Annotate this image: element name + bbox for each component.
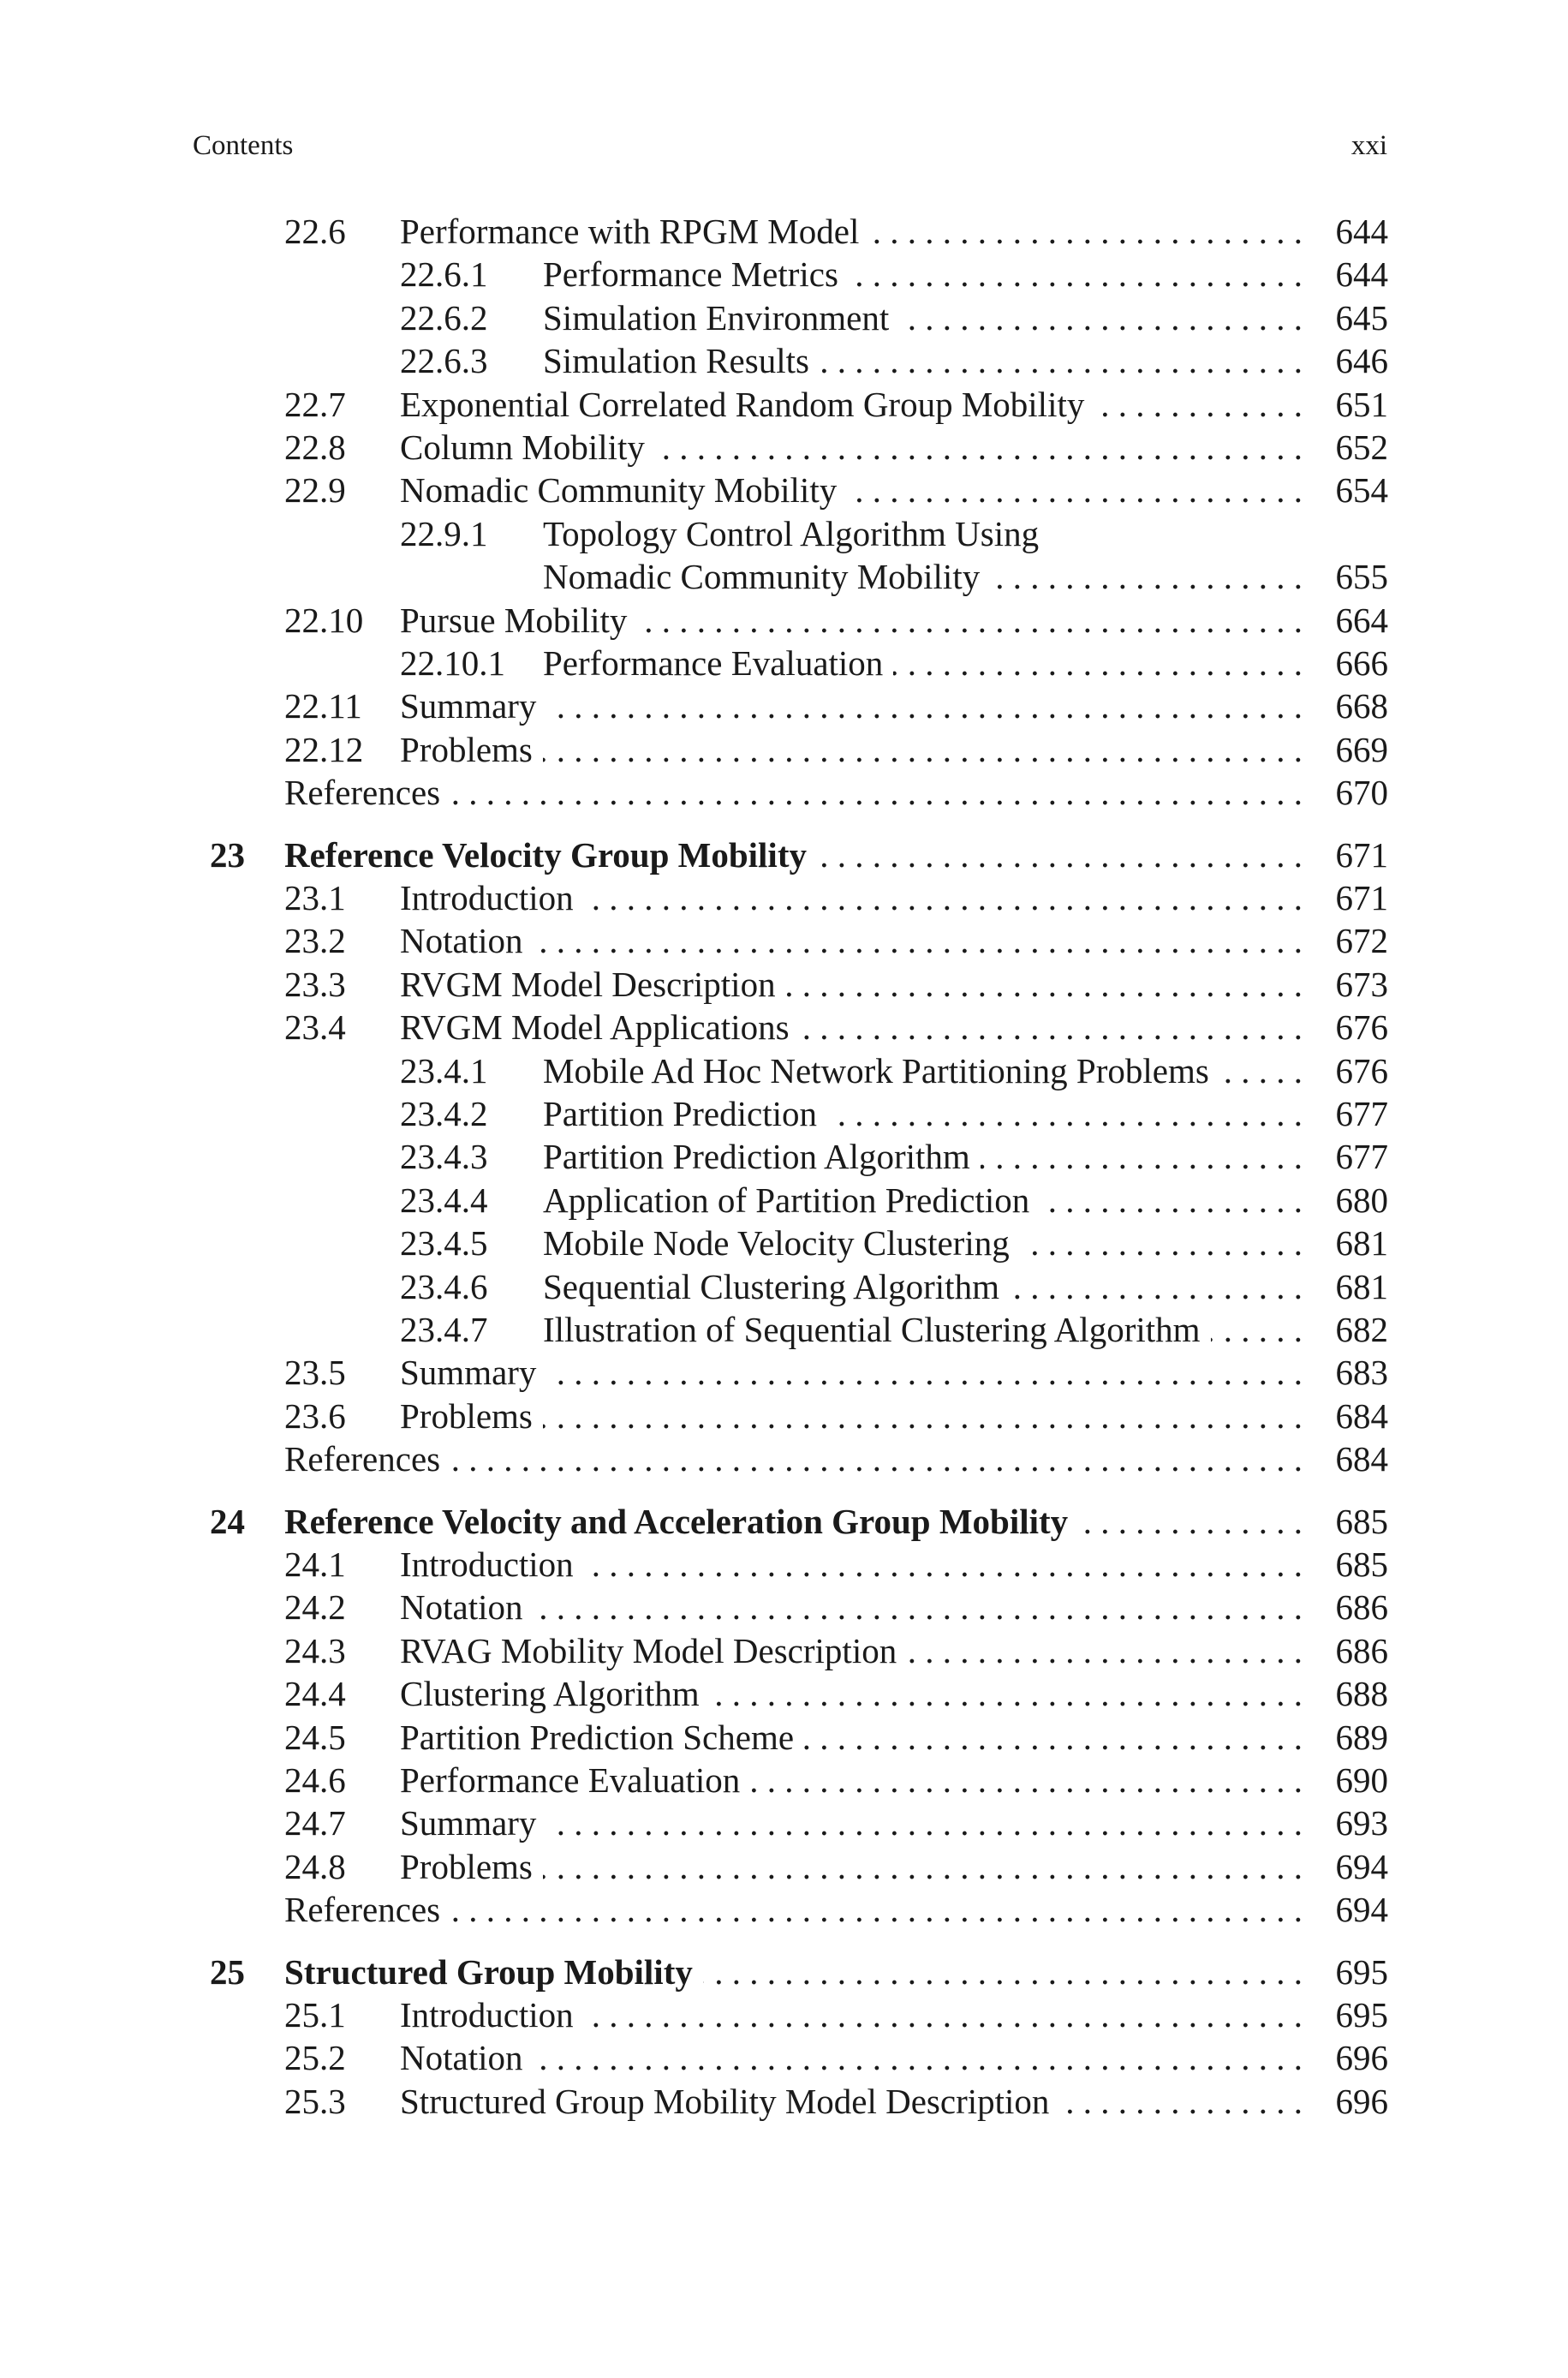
toc-entry-text — [400, 1351, 1303, 1394]
toc-entry[interactable] — [0, 1716, 1568, 1759]
toc-entry-title: Simulation Environment — [543, 298, 890, 338]
dot-leader — [1211, 1308, 1303, 1351]
toc-entry-text — [284, 1888, 1303, 1931]
toc-entry-title: Exponential Correlated Random Group Mobility — [400, 385, 1085, 424]
toc-entry-number: 25.1 — [284, 1995, 346, 2034]
toc-entry-page: 684 — [1335, 1439, 1388, 1479]
toc-entry-page: 646 — [1335, 341, 1388, 380]
toc-entry-text — [400, 469, 1303, 511]
toc-entry-text — [284, 833, 1303, 876]
toc-entry-page: 670 — [1335, 773, 1388, 812]
toc-entry-text — [400, 876, 1303, 919]
dot-leader — [990, 555, 1303, 598]
toc-entry[interactable] — [0, 1759, 1568, 1801]
toc-entry-number: 23.4.4 — [400, 1180, 488, 1220]
dot-leader — [543, 728, 1303, 771]
toc-entry-page: 695 — [1335, 1952, 1388, 1992]
toc-entry-number: 22.11 — [284, 686, 362, 726]
toc-entry-title: RVAG Mobility Model Description — [400, 1631, 897, 1670]
toc-entry-text — [400, 1006, 1303, 1049]
toc-entry-title: Reference Velocity and Acceleration Group Mobility — [284, 1502, 1069, 1541]
toc-entry-title: Performance Evaluation — [400, 1760, 741, 1800]
toc-entry-page: 694 — [1335, 1847, 1388, 1886]
dot-leader — [1078, 1500, 1303, 1543]
toc-entry-text — [400, 426, 1303, 469]
toc-entry[interactable] — [0, 383, 1568, 426]
toc-entry-title: Notation — [400, 921, 523, 960]
dot-leader — [450, 1437, 1303, 1480]
toc-entry-page: 655 — [1335, 557, 1388, 596]
toc-entry-text — [400, 1586, 1303, 1628]
toc-entry-text — [400, 2080, 1303, 2123]
toc-entry-page: 668 — [1335, 686, 1388, 726]
toc-entry-page: 680 — [1335, 1180, 1388, 1220]
toc-entry[interactable] — [0, 1222, 1568, 1264]
toc-entry-title: Simulation Results — [543, 341, 809, 380]
toc-entry-title: Application of Partition Prediction — [543, 1180, 1030, 1220]
toc-entry-page: 696 — [1335, 2038, 1388, 2077]
toc-entry[interactable] — [0, 426, 1568, 469]
toc-entry-text — [400, 2036, 1303, 2079]
toc-entry-page: 677 — [1335, 1094, 1388, 1133]
toc-references-entry[interactable] — [0, 771, 1568, 814]
toc-entry-title: Problems — [400, 1396, 533, 1436]
toc-entry-title: Performance Evaluation — [543, 643, 884, 683]
toc-entry[interactable] — [0, 1049, 1568, 1092]
toc-entry-text — [400, 599, 1303, 642]
dot-leader — [869, 210, 1303, 253]
toc-entry-title: References — [284, 773, 441, 812]
toc-entry[interactable] — [0, 1395, 1568, 1437]
toc-entry-title: Partition Prediction Algorithm — [543, 1137, 970, 1176]
toc-entry-number: 24.6 — [284, 1760, 346, 1800]
toc-entry-number: 24.1 — [284, 1545, 346, 1584]
toc-entry[interactable] — [0, 876, 1568, 919]
toc-entry-text — [400, 1672, 1303, 1715]
toc-entry-title: Clustering Algorithm — [400, 1674, 700, 1713]
toc-entry[interactable] — [0, 963, 1568, 1006]
dot-leader — [533, 1586, 1303, 1628]
toc-entry-text — [543, 339, 1303, 382]
toc-entry-page: 686 — [1335, 1631, 1388, 1670]
toc-entry-title: RVGM Model Description — [400, 965, 776, 1004]
toc-entry-number: 23.4.3 — [400, 1137, 488, 1176]
toc-entry-title: Partition Prediction Scheme — [400, 1718, 795, 1757]
toc-entry[interactable] — [0, 1179, 1568, 1222]
toc-entry-page: 671 — [1335, 878, 1388, 917]
toc-entry-page: 685 — [1335, 1545, 1388, 1584]
toc-entry-text — [400, 1759, 1303, 1801]
toc-entry-text — [543, 555, 1303, 598]
toc-entry-number: 23.4.7 — [400, 1310, 488, 1349]
toc-entry[interactable] — [0, 1135, 1568, 1178]
dot-leader — [584, 1543, 1303, 1586]
dot-leader — [1094, 383, 1303, 426]
dot-leader — [543, 1845, 1303, 1888]
toc-entry[interactable] — [0, 1543, 1568, 1586]
toc-entry-page: 677 — [1335, 1137, 1388, 1176]
toc-entry[interactable] — [0, 469, 1568, 511]
toc-entry-number: 23.2 — [284, 921, 346, 960]
dot-leader — [981, 1135, 1303, 1178]
toc-entry-page: 676 — [1335, 1007, 1388, 1047]
toc-entry-number: 23 — [210, 835, 245, 875]
toc-entry-title: Introduction — [400, 1995, 574, 2034]
toc-entry-page: 652 — [1335, 427, 1388, 467]
toc-entry-number: 23.4.6 — [400, 1267, 488, 1306]
dot-leader — [655, 426, 1303, 469]
toc-entry-title: Mobile Ad Hoc Network Partitioning Problems — [543, 1051, 1209, 1090]
dot-leader — [450, 1888, 1303, 1931]
page-number: xxi — [1350, 130, 1387, 161]
dot-leader — [546, 1801, 1303, 1844]
dot-leader — [637, 599, 1303, 642]
toc-entry-title: Summary — [400, 1353, 537, 1392]
toc-entry-page: 686 — [1335, 1587, 1388, 1627]
dot-leader — [800, 1006, 1303, 1049]
toc-entry-title: Summary — [400, 1803, 537, 1843]
dot-leader — [533, 2036, 1303, 2079]
toc-entry-page: 689 — [1335, 1718, 1388, 1757]
toc-entry-text — [543, 1135, 1303, 1178]
toc-entry[interactable] — [0, 684, 1568, 727]
dot-leader — [893, 642, 1303, 684]
toc-entry[interactable] — [0, 1801, 1568, 1844]
toc-entry[interactable] — [0, 1006, 1568, 1049]
toc-entry-page: 672 — [1335, 921, 1388, 960]
toc-entry-text — [284, 1951, 1303, 1993]
toc-entry-number: 22.6.1 — [400, 254, 488, 294]
toc-entry-number: 22.9 — [284, 470, 346, 510]
toc-entry-page: 671 — [1335, 835, 1388, 875]
toc-entry-text — [400, 1845, 1303, 1888]
toc-entry-page: 694 — [1335, 1890, 1388, 1929]
toc-entry-text — [543, 1179, 1303, 1222]
toc-entry-page: 690 — [1335, 1760, 1388, 1800]
toc-entry-text — [543, 296, 1303, 339]
toc-entry-number: 22.7 — [284, 385, 346, 424]
dot-leader — [584, 876, 1303, 919]
toc-entry-title: Pursue Mobility — [400, 600, 628, 640]
dot-leader — [1040, 1179, 1303, 1222]
dot-leader — [703, 1951, 1303, 1993]
toc-entry-text — [400, 1629, 1303, 1672]
toc-entry-text — [543, 253, 1303, 296]
toc-entry-title: Mobile Node Velocity Clustering — [543, 1223, 1010, 1263]
toc-entry[interactable] — [0, 1845, 1568, 1888]
dot-leader — [533, 919, 1303, 962]
toc-entry-page: 654 — [1335, 470, 1388, 510]
toc-entry-page: 664 — [1335, 600, 1388, 640]
toc-entry-number: 24.7 — [284, 1803, 346, 1843]
toc-entry-title: Problems — [400, 730, 533, 769]
toc-entry-number: 23.1 — [284, 878, 346, 917]
dot-leader — [847, 469, 1303, 511]
toc-entry-number: 24.2 — [284, 1587, 346, 1627]
toc-entry[interactable] — [0, 253, 1568, 296]
dot-leader — [546, 1351, 1303, 1394]
toc-entry-page: 695 — [1335, 1995, 1388, 2034]
toc-entry-number: 25.3 — [284, 2082, 346, 2121]
toc-entry[interactable] — [0, 555, 1568, 598]
toc-entry[interactable] — [0, 919, 1568, 962]
dot-leader — [750, 1759, 1303, 1801]
toc-entry-page: 651 — [1335, 385, 1388, 424]
dot-leader — [804, 1716, 1303, 1759]
toc-entry-text — [284, 1500, 1303, 1543]
toc-entry[interactable] — [0, 1092, 1568, 1135]
dot-leader — [1059, 2080, 1303, 2123]
toc-entry-title: Performance Metrics — [543, 254, 838, 294]
toc-entry[interactable] — [0, 1265, 1568, 1308]
toc-entry[interactable] — [0, 1308, 1568, 1351]
toc-entry-number: 25.2 — [284, 2038, 346, 2077]
toc-entry-number: 23.4 — [284, 1007, 346, 1047]
toc-entry-page: 693 — [1335, 1803, 1388, 1843]
toc-entry-number: 24.8 — [284, 1847, 346, 1886]
toc-entry-title: RVGM Model Applications — [400, 1007, 790, 1047]
toc-entry-text — [400, 963, 1303, 1006]
dot-leader — [710, 1672, 1303, 1715]
toc-entry-page: 676 — [1335, 1051, 1388, 1090]
toc-entry-text — [543, 1308, 1303, 1351]
toc-entry-text — [400, 1543, 1303, 1586]
toc-entry[interactable] — [0, 728, 1568, 771]
toc-entry[interactable] — [0, 296, 1568, 339]
dot-leader — [849, 253, 1303, 296]
toc-entry-title: Partition Prediction — [543, 1094, 817, 1133]
toc-entry-title: Nomadic Community Mobility — [543, 557, 981, 596]
toc-entry-number: 24 — [210, 1502, 245, 1541]
toc-entry-title: References — [284, 1890, 441, 1929]
dot-leader — [1020, 1222, 1303, 1264]
toc-entry-text — [543, 1222, 1303, 1264]
toc-entry-number: 22.6 — [284, 212, 346, 251]
toc-entry-text — [284, 771, 1303, 814]
toc-entry-text — [400, 1993, 1303, 2036]
toc-entry-page: 666 — [1335, 643, 1388, 683]
toc-entry-text — [543, 1049, 1303, 1092]
toc-entry-number: 22.8 — [284, 427, 346, 467]
toc-entry-page: 673 — [1335, 965, 1388, 1004]
dot-leader — [546, 684, 1303, 727]
toc-entry[interactable] — [0, 1351, 1568, 1394]
toc-entry-number: 25 — [210, 1952, 245, 1992]
dot-leader — [543, 1395, 1303, 1437]
toc-entry-title: Structured Group Mobility — [284, 1952, 693, 1992]
toc-entry-number: 23.6 — [284, 1396, 346, 1436]
dot-leader — [820, 339, 1303, 382]
dot-leader — [907, 1629, 1303, 1672]
toc-entry-number: 23.4.2 — [400, 1094, 488, 1133]
toc-entry[interactable] — [0, 599, 1568, 642]
toc-entry-page: 669 — [1335, 730, 1388, 769]
toc-entry-page: 681 — [1335, 1267, 1388, 1306]
toc-entry-number: 23.3 — [284, 965, 346, 1004]
toc-entry[interactable] — [0, 1993, 1568, 2036]
toc-entry-title: Illustration of Sequential Clustering Algorithm — [543, 1310, 1201, 1349]
toc-entry-number: 22.6.2 — [400, 298, 488, 338]
toc-entry-title: Problems — [400, 1847, 533, 1886]
toc-entry-page: 644 — [1335, 212, 1388, 251]
toc-references-entry[interactable] — [0, 1437, 1568, 1480]
toc-entry-text — [400, 684, 1303, 727]
toc-entry-text — [543, 1092, 1303, 1135]
toc-entry-title: Introduction — [400, 878, 574, 917]
toc-entry[interactable] — [0, 210, 1568, 253]
toc-chapter-entry[interactable] — [0, 1951, 1568, 1993]
dot-leader — [786, 963, 1303, 1006]
toc-entry-number: 22.10 — [284, 600, 364, 640]
toc-entry-text — [543, 642, 1303, 684]
toc-entry[interactable] — [0, 1629, 1568, 1672]
toc-entry[interactable] — [0, 2080, 1568, 2123]
toc-entry-number: 24.3 — [284, 1631, 346, 1670]
toc-entry-title: Summary — [400, 686, 537, 726]
toc-entry-title: Reference Velocity Group Mobility — [284, 835, 807, 875]
toc-entry-title: Column Mobility — [400, 427, 645, 467]
toc-entry-page: 685 — [1335, 1502, 1388, 1541]
dot-leader — [1219, 1049, 1303, 1092]
toc-entry-number: 23.4.5 — [400, 1223, 488, 1263]
toc-entry-page: 684 — [1335, 1396, 1388, 1436]
toc-entry-number: 23.5 — [284, 1353, 346, 1392]
toc-entry-page: 681 — [1335, 1223, 1388, 1263]
toc-entry-page: 683 — [1335, 1353, 1388, 1392]
toc-entry-number: 24.4 — [284, 1674, 346, 1713]
toc-entry[interactable] — [0, 1672, 1568, 1715]
toc-entry-text — [400, 210, 1303, 253]
toc-chapter-entry[interactable] — [0, 1500, 1568, 1543]
toc-entry-page: 644 — [1335, 254, 1388, 294]
dot-leader — [827, 1092, 1303, 1135]
toc-entry-page: 682 — [1335, 1310, 1388, 1349]
toc-entry-text — [400, 1801, 1303, 1844]
toc-entry[interactable] — [0, 512, 1568, 555]
toc-entry[interactable] — [0, 1586, 1568, 1628]
dot-leader — [1010, 1265, 1303, 1308]
toc-entry-page: 688 — [1335, 1674, 1388, 1713]
dot-leader — [584, 1993, 1303, 2036]
toc-entry[interactable] — [0, 642, 1568, 684]
dot-leader — [817, 833, 1303, 876]
toc-entry-number: 22.6.3 — [400, 341, 488, 380]
toc-entry-text — [543, 1265, 1303, 1308]
running-head-title: Contents — [193, 130, 294, 161]
toc-entry-title: Performance with RPGM Model — [400, 212, 860, 251]
toc-entry-text — [400, 919, 1303, 962]
dot-leader — [899, 296, 1303, 339]
toc-entry-text — [543, 512, 1387, 555]
toc-entry-title: Sequential Clustering Algorithm — [543, 1267, 999, 1306]
toc-entry-number: 24.5 — [284, 1718, 346, 1757]
toc-entry-text — [284, 1437, 1303, 1480]
toc-entry-number: 23.4.1 — [400, 1051, 488, 1090]
toc-entry-title: Notation — [400, 2038, 523, 2077]
toc-entry-page: 645 — [1335, 298, 1388, 338]
toc-entry-title: Structured Group Mobility Model Description — [400, 2082, 1050, 2121]
toc-entry[interactable] — [0, 2036, 1568, 2079]
toc-entry-title: Topology Control Algorithm Using — [543, 514, 1040, 553]
toc-entry-title: Introduction — [400, 1545, 574, 1584]
toc-entry-number: 22.10.1 — [400, 643, 505, 683]
toc-entry-number: 22.9.1 — [400, 514, 488, 553]
toc-entry-title: Nomadic Community Mobility — [400, 470, 838, 510]
toc-entry-text — [400, 1395, 1303, 1437]
toc-chapter-entry[interactable] — [0, 833, 1568, 876]
toc-entry-text — [400, 383, 1303, 426]
toc-entry-text — [400, 728, 1303, 771]
toc-entry-title: References — [284, 1439, 441, 1479]
toc-entry-page: 696 — [1335, 2082, 1388, 2121]
toc-entry-title: Notation — [400, 1587, 523, 1627]
toc-entry[interactable] — [0, 339, 1568, 382]
toc-references-entry[interactable] — [0, 1888, 1568, 1931]
dot-leader — [450, 771, 1303, 814]
toc-entry-text — [400, 1716, 1303, 1759]
toc-entry-number: 22.12 — [284, 730, 364, 769]
